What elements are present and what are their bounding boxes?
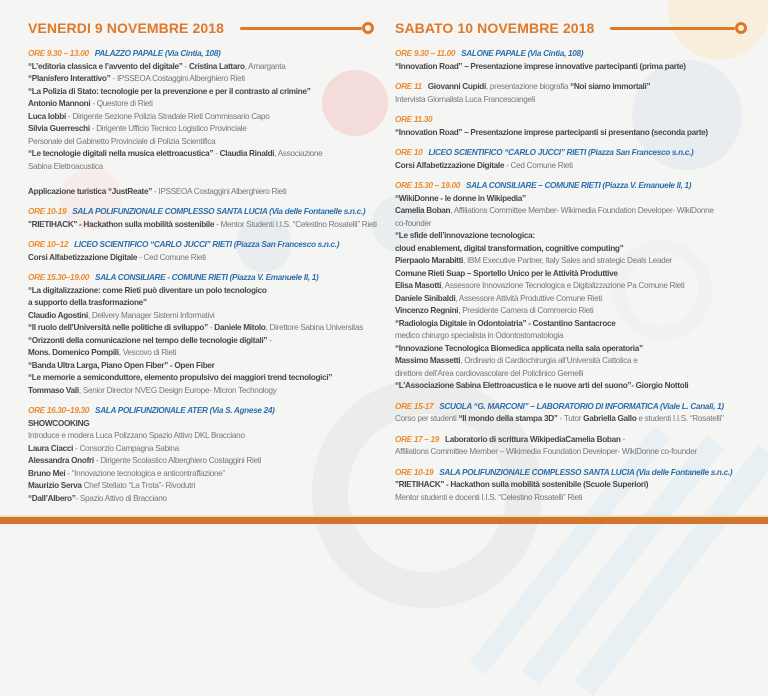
program-line bbox=[28, 347, 374, 360]
section-heading bbox=[395, 81, 747, 94]
text-segment: , presentazione biografia bbox=[485, 82, 571, 91]
text-segment: “Innovation Road” – Presentazione imprese partecipanti si presentano (seconda parte) bbox=[395, 127, 708, 137]
section-heading bbox=[395, 434, 747, 447]
text-segment: - Dirigente Scolastico Alberghiero Costaggini Rieti bbox=[93, 456, 262, 465]
program-section bbox=[28, 272, 374, 397]
program-section bbox=[28, 405, 374, 505]
program-section bbox=[28, 48, 374, 198]
program-line bbox=[395, 318, 747, 331]
section-heading bbox=[395, 114, 747, 127]
text-segment: Intervista Giornalista Luca Francescangeli bbox=[395, 94, 535, 104]
program-section bbox=[395, 467, 747, 505]
text-segment: medico chirurgo specialista in Odontostomatologia bbox=[395, 331, 564, 340]
sections bbox=[395, 48, 747, 504]
text-segment: Daniele Sinibaldi bbox=[395, 293, 456, 303]
text-segment: "RIETIHACK" - Hackathon sulla mobilità sostenibile bbox=[28, 219, 215, 229]
venue-label: SALONE PAPALE (Via Cintia, 108) bbox=[461, 49, 584, 58]
program-line bbox=[395, 94, 747, 107]
time-label: ORE 11 bbox=[395, 82, 424, 91]
text-segment: , IBM Executive Partner, Italy Sales and strategic Deals Leader bbox=[463, 256, 673, 265]
text-segment: Cristina Lattaro bbox=[188, 61, 245, 71]
text-segment: Gabriella Gallo bbox=[583, 414, 637, 423]
text-segment: Maurizio Serva bbox=[28, 481, 82, 490]
text-segment: “Innovazione Tecnologica Biomedica applicata nella sala operatoria” bbox=[395, 343, 643, 353]
program-line bbox=[395, 293, 747, 306]
text-segment: “Radiologia Digitale in Odontoiatria” - Costantino Santacroce bbox=[395, 318, 616, 328]
program-line bbox=[395, 343, 747, 356]
section-heading bbox=[395, 147, 747, 160]
text-segment: , Assessore Innovazione Tecnologica e Digitalizzazione Pa Comune Rieti bbox=[441, 281, 685, 290]
program-line bbox=[28, 148, 374, 161]
program-line bbox=[28, 73, 374, 86]
time-label: ORE 16.30–19.30 bbox=[28, 406, 92, 415]
text-segment: - bbox=[182, 61, 189, 71]
text-segment: , Presidente Camera di Commercio Rieti bbox=[458, 306, 594, 315]
section-heading bbox=[395, 401, 747, 414]
time-label: ORE 10-19 bbox=[395, 467, 436, 477]
text-segment: “La Polizia di Stato: tecnologie per la prevenzione e per il contrasto al crimine” bbox=[28, 86, 311, 96]
text-segment: - Dirigente Ufficio Tecnico Logistico Provinciale bbox=[89, 124, 247, 133]
section-heading bbox=[28, 206, 374, 219]
text-segment: Giovanni Cupidi bbox=[427, 82, 486, 91]
program-line bbox=[395, 380, 747, 393]
program-line bbox=[28, 219, 377, 232]
program-line bbox=[28, 443, 374, 456]
text-segment: “Le sfide dell’innovazione tecnologica: bbox=[395, 231, 535, 240]
text-segment: - Mentor Studenti I.I.S. “Celestino Rosatelli” Rieti bbox=[214, 219, 377, 229]
program-line bbox=[28, 310, 374, 323]
text-segment: Camelia Boban bbox=[395, 206, 451, 215]
text-segment: Alessandra Onofri bbox=[28, 456, 94, 465]
text-segment: "RIETIHACK" - Hackathon sulla mobilità sostenibile (Scuole Superiori) bbox=[395, 480, 649, 489]
time-label: ORE 10–12 bbox=[28, 240, 71, 249]
text-segment: - bbox=[207, 323, 215, 332]
text-segment: Corsi Alfabetizzazione Digitale bbox=[28, 252, 138, 262]
bottom-accent-bar bbox=[0, 515, 768, 524]
program-line bbox=[395, 127, 747, 140]
day-title-text: VENERDI 9 NOVEMBRE 2018 bbox=[28, 20, 225, 36]
text-segment: “L’editoria classica e l’avvento del digitale” bbox=[28, 61, 183, 71]
text-segment: , Associazione bbox=[274, 149, 323, 158]
text-segment: cloud enablement, digital transformation, cognitive computing” bbox=[395, 243, 624, 253]
text-segment: - bbox=[213, 149, 220, 158]
text-segment: - Questore di Rieti bbox=[90, 99, 153, 108]
title-ring-icon bbox=[735, 22, 747, 34]
day-title-text: SABATO 10 NOVEMBRE 2018 bbox=[395, 20, 595, 36]
time-label: ORE 15-17 bbox=[395, 401, 436, 411]
text-segment: Personale del Gabinetto Provinciale di Polizia Scientifica bbox=[28, 136, 216, 146]
text-segment: Claudio Agostini bbox=[28, 310, 88, 320]
program-section bbox=[395, 434, 747, 459]
program-line bbox=[28, 468, 374, 481]
time-label: ORE 10-19 bbox=[28, 207, 69, 216]
text-segment: “Il ruolo dell’Università nelle politiche di sviluppo” bbox=[28, 323, 208, 332]
program-section bbox=[395, 147, 747, 172]
program-section bbox=[395, 81, 747, 106]
section-heading bbox=[395, 48, 747, 61]
text-segment: “La digitalizzazione: come Rieti può diventare un polo tecnologico bbox=[28, 285, 267, 295]
program-line bbox=[28, 173, 374, 186]
program-line bbox=[28, 385, 374, 398]
text-segment: , Amarganta bbox=[244, 61, 286, 71]
text-segment: , Delivery Manager Sistemi Informativi bbox=[87, 310, 215, 320]
program-line bbox=[28, 161, 374, 174]
program-line bbox=[395, 268, 747, 281]
text-segment: Applicazione turistica “JustReate” bbox=[28, 186, 153, 196]
text-segment: Elisa Masotti bbox=[395, 281, 442, 290]
program-line bbox=[395, 280, 747, 293]
text-segment: “L’Associazione Sabina Elettroacustica e le nuove arti del suono”- Giorgio Nottoli bbox=[395, 381, 689, 390]
text-segment: Claudia Rinaldi bbox=[219, 149, 275, 158]
section-heading bbox=[28, 48, 374, 61]
program-line bbox=[395, 355, 747, 368]
text-segment: Luca Iobbi bbox=[28, 111, 66, 121]
text-segment: Introduce e modera Luca Polizzano Spazio Attivo DKL Bracciano bbox=[28, 431, 245, 440]
title-rule bbox=[240, 27, 362, 30]
program-line bbox=[395, 330, 747, 343]
day-column-friday bbox=[28, 20, 377, 513]
text-segment: Corso per studenti bbox=[395, 414, 459, 423]
time-label: ORE 9.30 – 13.00 bbox=[28, 49, 91, 58]
text-segment: co-founder bbox=[395, 218, 432, 228]
text-segment: - Tutor bbox=[557, 414, 584, 423]
text-segment: Laura Ciacci bbox=[28, 443, 74, 453]
text-segment: , Vescovo di Rieti bbox=[118, 348, 177, 357]
program-line bbox=[395, 160, 747, 173]
program-section bbox=[395, 401, 747, 426]
program-line bbox=[395, 193, 747, 206]
program-line bbox=[395, 446, 747, 459]
text-segment: , Senior Director NVEG Design Europe- Micron Technology bbox=[78, 385, 277, 395]
text-segment: Tommaso Vali bbox=[28, 385, 79, 395]
text-segment: - “Innovazione tecnologica e anticontraffazione” bbox=[65, 468, 225, 478]
section-heading bbox=[28, 239, 374, 252]
program-line bbox=[395, 230, 747, 243]
program-line bbox=[28, 455, 374, 468]
text-segment: - bbox=[267, 335, 272, 345]
text-segment: , Direttore Sabina Universitas bbox=[265, 323, 364, 332]
day-title-friday bbox=[28, 20, 374, 36]
text-segment: “Le memorie a semiconduttore, elemento propulsivo dei maggiori trend tecnologici” bbox=[28, 373, 333, 382]
program-line bbox=[395, 413, 747, 426]
time-label: ORE 11.30 bbox=[395, 115, 433, 124]
program-section bbox=[395, 48, 747, 73]
text-segment: Daniele Mitolo bbox=[214, 323, 266, 332]
text-segment: “Noi siamo immortali” bbox=[570, 82, 651, 91]
program-line bbox=[395, 205, 747, 218]
text-segment: - Ced Comune Rieti bbox=[137, 252, 206, 262]
text-segment: Massimo Massetti bbox=[395, 356, 461, 365]
text-segment: Silvia Guerreschi bbox=[28, 124, 90, 133]
program-line bbox=[395, 243, 747, 256]
program-line bbox=[28, 252, 374, 265]
program-line bbox=[395, 368, 747, 381]
text-segment: , Ordinario di Cardiochirurgia all’Università Cattolica e bbox=[460, 356, 638, 365]
program-line bbox=[28, 98, 374, 111]
program-line bbox=[28, 186, 374, 199]
text-segment: - bbox=[620, 434, 625, 444]
text-segment: Corsi Alfabetizzazione Digitale bbox=[395, 160, 505, 170]
title-rule bbox=[610, 27, 735, 30]
venue-label: SCUOLA “G. MARCONI” – LABORATORIO DI INFORMATICA (Viale L. Canali, 1) bbox=[439, 401, 724, 411]
venue-label: SALA POLIFUNZIONALE COMPLESSO SANTA LUCIA (Via delle Fontanelle s.n.c.) bbox=[439, 467, 733, 477]
program-line bbox=[28, 493, 374, 506]
venue-label: SALA CONSILIARE - COMUNE RIETI (Piazza V. Emanuele II, 1) bbox=[95, 273, 319, 282]
sections bbox=[28, 48, 377, 505]
program-section bbox=[28, 239, 374, 264]
venue-label: SALA CONSILIARE – COMUNE RIETI (Piazza V. Emanuele II, 1) bbox=[465, 181, 692, 190]
text-segment: “Dall’Albero” bbox=[28, 493, 76, 503]
text-segment: Mons. Domenico Pompili bbox=[28, 348, 119, 357]
venue-label: SALA POLIFUNZIONALE COMPLESSO SANTA LUCIA (Via delle Fontanelle s.n.c.) bbox=[72, 207, 366, 216]
program-line bbox=[28, 285, 374, 298]
section-heading bbox=[395, 467, 747, 480]
text-segment: - Ced Comune Rieti bbox=[504, 160, 573, 170]
text-segment: “Orizzonti della comunicazione nel tempo delle tecnologie digitali” bbox=[28, 335, 268, 345]
text-segment: Affiliations Committee Member – Wikimedia Foundation Developer- WikiDonne co-founder bbox=[395, 447, 697, 456]
program-line bbox=[28, 360, 374, 373]
text-segment: Vincenzo Regnini bbox=[395, 306, 459, 315]
program-line bbox=[395, 61, 747, 74]
program-line bbox=[395, 218, 747, 231]
program-line bbox=[28, 123, 374, 136]
text-segment: “Innovation Road” – Presentazione imprese innovative partecipanti (prima parte) bbox=[395, 61, 686, 71]
section-heading bbox=[395, 180, 747, 193]
text-segment: “Planisfero Interattivo” bbox=[28, 74, 111, 83]
text-segment: Laboratorio di scrittura WikipediaCamelia Boban bbox=[445, 434, 621, 444]
program-section bbox=[395, 180, 747, 393]
program-line bbox=[395, 492, 747, 505]
text-segment: - Spazio Attivo di Bracciano bbox=[75, 493, 167, 503]
venue-label: PALAZZO PAPALE (Via Cintia, 108) bbox=[94, 49, 221, 58]
venue-label: LICEO SCIENTIFICO “CARLO JUCCI” RIETI (Piazza San Francesco s.n.c.) bbox=[428, 148, 694, 157]
program-line bbox=[28, 322, 374, 335]
program-line bbox=[28, 297, 374, 310]
text-segment: Pierpaolo Marabitti bbox=[395, 256, 463, 265]
program-line bbox=[28, 136, 374, 149]
text-segment: “WikiDonne - le donne in Wikipedia” bbox=[395, 193, 526, 203]
title-ring-icon bbox=[362, 22, 374, 34]
text-segment: Chef Stellato “La Trota”- Rivodutri bbox=[81, 481, 196, 490]
text-segment: Antonio Mannoni bbox=[28, 99, 91, 108]
text-segment: - Consorzio Campagna Sabina bbox=[73, 443, 179, 453]
text-segment: , Affiliations Committee Member- Wikimedia Foundation Developer- WikiDonne bbox=[450, 206, 714, 215]
text-segment: , Assessore Attività Produttive Comune Rieti bbox=[455, 293, 602, 303]
program-line bbox=[395, 305, 747, 318]
venue-label: LICEO SCIENTIFICO “CARLO JUCCI” RIETI (Piazza San Francesco s.n.c.) bbox=[74, 240, 340, 249]
time-label: ORE 10 bbox=[395, 148, 425, 157]
text-segment: Mentor studenti e docenti I.I.S. “Celestino Rosatelli” Rieti bbox=[395, 492, 583, 502]
program-line bbox=[28, 430, 374, 443]
venue-label: SALA POLIFUNZIONALE ATER (Via S. Agnese 24) bbox=[95, 406, 275, 415]
text-segment: direttore dell’Area cardiovascolare del Policlinico Gemelli bbox=[395, 368, 583, 378]
text-segment: “Il mondo della stampa 3D” bbox=[458, 414, 558, 423]
text-segment: - Dirigente Sezione Polizia Stradale Rieti Commissario Capo bbox=[65, 111, 270, 121]
time-label: ORE 15.30 – 19.00 bbox=[395, 181, 462, 190]
program-section bbox=[395, 114, 747, 139]
section-heading bbox=[28, 272, 374, 285]
time-label: ORE 15.30–19.00 bbox=[28, 273, 92, 282]
text-segment: e studenti I.I.S. “Rosatelli” bbox=[636, 414, 724, 423]
day-title-saturday bbox=[395, 20, 747, 36]
time-label: ORE 17 – 19 bbox=[395, 434, 442, 444]
text-segment: a supporto della trasformazione” bbox=[28, 298, 147, 307]
program-line bbox=[395, 479, 747, 492]
program-line bbox=[28, 372, 374, 385]
text-segment: “Banda Ultra Larga, Piano Open Fiber” - Open Fiber bbox=[28, 360, 215, 370]
text-segment: - IPSSEOA Costaggini Alberghiero Rieti bbox=[110, 74, 245, 83]
text-segment: Sabina Elettroacustica bbox=[28, 161, 103, 171]
program-section bbox=[28, 206, 377, 231]
day-column-saturday bbox=[395, 20, 747, 512]
program-line bbox=[28, 86, 374, 99]
program-line bbox=[28, 335, 374, 348]
section-heading bbox=[28, 405, 374, 418]
program-line bbox=[395, 255, 747, 268]
text-segment: - IPSSEOA Costaggini Alberghiero Rieti bbox=[152, 186, 287, 196]
program-line bbox=[28, 111, 374, 124]
text-segment: “Le tecnologie digitali nella musica elettroacustica” bbox=[28, 149, 214, 158]
program-line bbox=[28, 61, 374, 74]
text-segment: SHOWCOOKING bbox=[28, 418, 90, 428]
time-label: ORE 9.30 – 11.00 bbox=[395, 49, 458, 58]
program-line bbox=[28, 480, 374, 493]
text-segment: Bruno Mei bbox=[28, 468, 66, 478]
program-line bbox=[28, 418, 374, 431]
text-segment: Comune Rieti Suap – Sportello Unico per le Attività Produttive bbox=[395, 268, 618, 278]
